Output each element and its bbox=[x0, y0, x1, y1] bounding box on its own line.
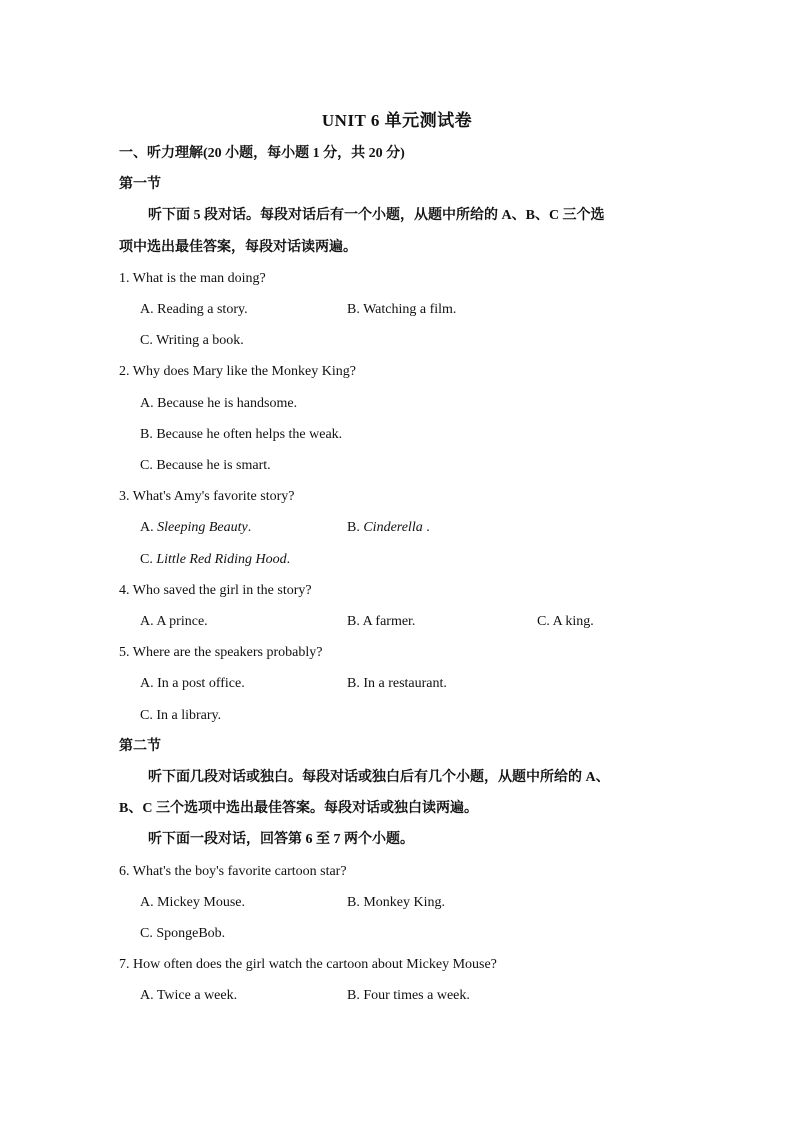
part2-label: 第二节 bbox=[119, 739, 161, 754]
part1-label: 第一节 bbox=[119, 177, 161, 192]
question-stem: 2. Why does Mary like the Monkey King? bbox=[119, 364, 356, 379]
question-stem: 6. What's the boy's favorite cartoon star? bbox=[119, 864, 347, 879]
option-c: C. In a library. bbox=[140, 708, 222, 723]
option-a: A. In a post office. bbox=[140, 676, 245, 691]
option-c: C. Writing a book. bbox=[140, 333, 244, 348]
option-c: C. A king. bbox=[537, 614, 594, 629]
option-punct: . bbox=[286, 552, 291, 567]
question-stem: 5. Where are the speakers probably? bbox=[119, 645, 323, 660]
option-a: A. Twice a week. bbox=[140, 988, 238, 1003]
option-a: A. Reading a story. bbox=[140, 302, 248, 317]
part1-instruction-line2: 项中选出最佳答案，每段对话读两遍。 bbox=[119, 240, 357, 255]
question-stem: 7. How often does the girl watch the cartoon about Mickey Mouse? bbox=[119, 957, 497, 972]
option-letter: A. bbox=[140, 520, 158, 535]
option-b bbox=[347, 518, 430, 538]
option-b: B. Four times a week. bbox=[347, 988, 470, 1003]
page-title: UNIT 6 单元测试卷 bbox=[321, 111, 473, 130]
option-b: B. Because he often helps the weak. bbox=[140, 427, 343, 442]
option-b: B. A farmer. bbox=[347, 614, 416, 629]
option-punct: . bbox=[247, 520, 252, 535]
option-b: B. Monkey King. bbox=[347, 895, 445, 910]
option-c: C. SpongeBob. bbox=[140, 926, 226, 941]
option-text: Sleeping Beauty bbox=[157, 520, 248, 535]
question-stem: 4. Who saved the girl in the story? bbox=[119, 583, 312, 598]
part2-sub-instruction: 听下面一段对话，回答第 6 至 7 两个小题。 bbox=[148, 832, 414, 847]
part1-instruction-line1: 听下面 5 段对话。每段对话后有一个小题，从题中所给的 A、B、C 三个选 bbox=[148, 208, 605, 223]
option-c: C. Because he is smart. bbox=[140, 458, 271, 473]
option-b: B. In a restaurant. bbox=[347, 676, 447, 691]
option-letter: B. bbox=[347, 520, 364, 535]
question-stem: 1. What is the man doing? bbox=[119, 271, 266, 286]
option-a: A. A prince. bbox=[140, 614, 208, 629]
option-c bbox=[140, 550, 290, 570]
section-heading: 一、听力理解(20 小题，每小题 1 分，共 20 分) bbox=[119, 146, 405, 161]
option-b: B. Watching a film. bbox=[347, 302, 457, 317]
part2-instruction-line2: B、C 三个选项中选出最佳答案。每段对话或独白读两遍。 bbox=[119, 801, 478, 816]
part2-instruction-line1: 听下面几段对话或独白。每段对话或独白后有几个小题，从题中所给的 A、 bbox=[148, 770, 610, 785]
option-text: Cinderella bbox=[363, 520, 423, 535]
option-letter: C. bbox=[140, 552, 157, 567]
option-a: A. Because he is handsome. bbox=[140, 396, 298, 411]
option-text: Little Red Riding Hood bbox=[156, 552, 287, 567]
option-a: A. Mickey Mouse. bbox=[140, 895, 245, 910]
option-punct: . bbox=[422, 520, 430, 535]
question-stem: 3. What's Amy's favorite story? bbox=[119, 489, 295, 504]
option-a bbox=[140, 518, 251, 538]
